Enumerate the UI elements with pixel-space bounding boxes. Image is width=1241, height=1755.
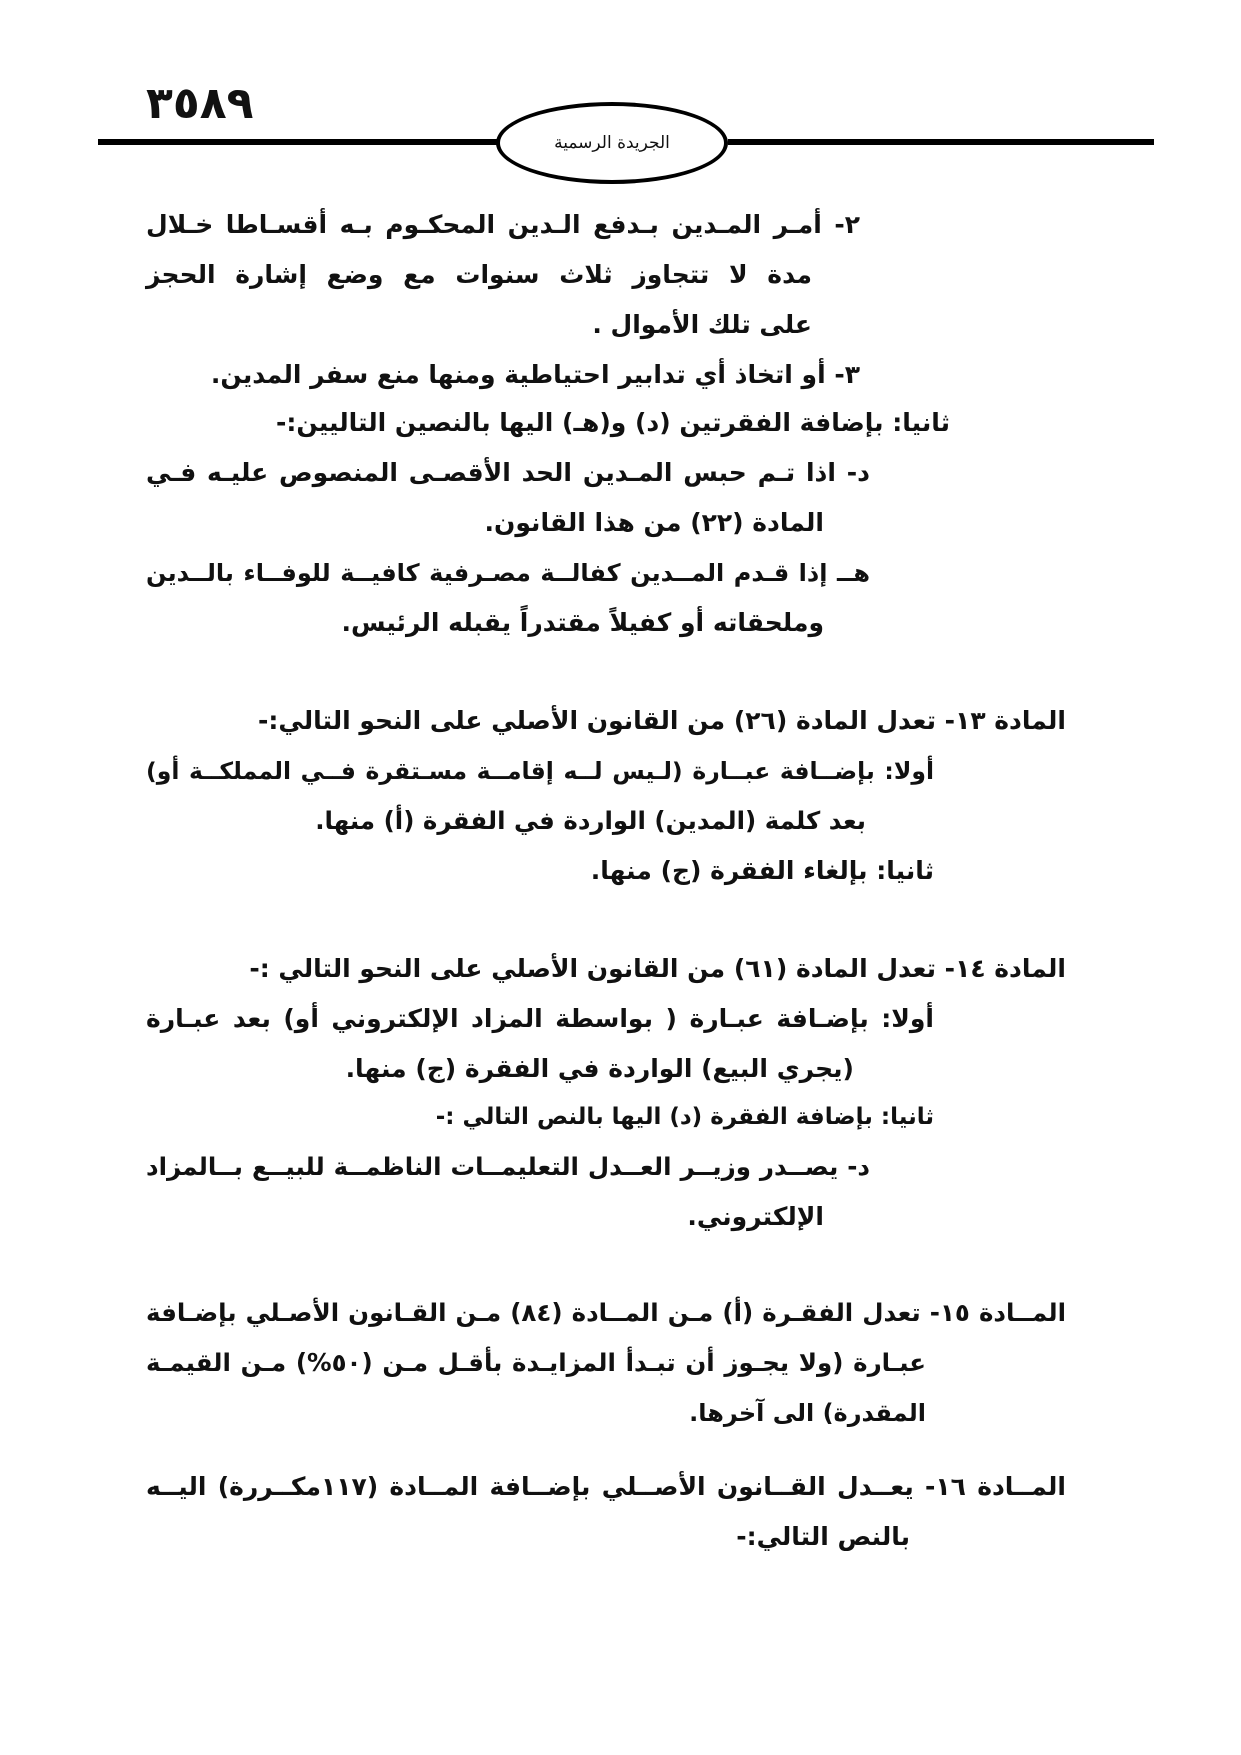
text-line: ثانيا: بإضافة الفقرة (د) اليها بالنص التالي :-: [435, 1104, 934, 1130]
text-line: (يجري البيع) الواردة في الفقرة (ج) منها.: [345, 1054, 854, 1083]
text-line: على تلك الأموال .: [592, 310, 812, 339]
text-line: مدة لا تتجاوز ثلاث سنوات مع وضع إشارة الحجز: [146, 260, 812, 289]
page-number: ٣٥٨٩: [146, 78, 254, 129]
text-line: أولا: بإضـافة عبـارة ( بواسطة المزاد الإلكتروني أو) بعد عبـارة: [146, 1004, 934, 1033]
header-rule-left: [98, 139, 500, 145]
text-line: ٣- أو اتخاذ أي تدابير احتياطية ومنها منع سفر المدين.: [210, 360, 860, 389]
text-line: المــادة ١٦- يعــدل القــانون الأصــلي بإضــافة المــادة (١١٧مكــررة) اليــه: [146, 1472, 1066, 1501]
text-line: المادة ١٣- تعدل المادة (٢٦) من القانون الأصلي على النحو التالي:-: [258, 706, 1066, 735]
text-line: الإلكتروني.: [687, 1202, 824, 1231]
text-line: بعد كلمة (المدين) الواردة في الفقرة (أ) منها.: [315, 806, 866, 835]
text-line: ٢- أمـر المـدين بـدفع الـدين المحكـوم بـه أقسـاطا خـلال: [146, 210, 860, 239]
text-line: ثانيا: بإلغاء الفقرة (ج) منها.: [590, 856, 934, 885]
text-line: المقدرة) الى آخرها.: [689, 1399, 926, 1427]
text-line: المادة (٢٢) من هذا القانون.: [484, 508, 824, 537]
text-line: د- يصــدر وزيــر العــدل التعليمــات الناظمــة للبيــع بــالمزاد: [146, 1152, 870, 1181]
header-oval: [496, 102, 728, 184]
header-title: الجريدة الرسمية: [554, 133, 670, 153]
text-line: المــادة ١٥- تعدل الفقـرة (أ) مـن المــادة (٨٤) مـن القـانون الأصـلي بإضـافة: [146, 1298, 1066, 1327]
text-line: عبـارة (ولا يجـوز أن تبـدأ المزايـدة بأقـل مـن (٥٠%) مـن القيمـة: [146, 1348, 926, 1377]
text-line: بالنص التالي:-: [736, 1522, 910, 1551]
text-line: هــ إذا قـدم المــدين كفالــة مصـرفية كافيــة للوفــاء بالــدين: [146, 559, 870, 587]
text-line: وملحقاته أو كفيلاً مقتدراً يقبله الرئيس.: [341, 608, 824, 637]
text-line: أولا: بإضــافة عبــارة (لـيس لــه إقامــة مسـتقرة فــي المملكــة أو): [146, 757, 934, 785]
header-rule-right: [728, 139, 1154, 145]
text-line: المادة ١٤- تعدل المادة (٦١) من القانون الأصلي على النحو التالي :-: [249, 954, 1066, 983]
text-line: د- اذا تـم حبس المـدين الحد الأقصـى المنصوص عليـه فـي: [146, 458, 870, 487]
text-line: ثانيا: بإضافة الفقرتين (د) و(هـ) اليها بالنصين التاليين:-: [275, 408, 950, 437]
